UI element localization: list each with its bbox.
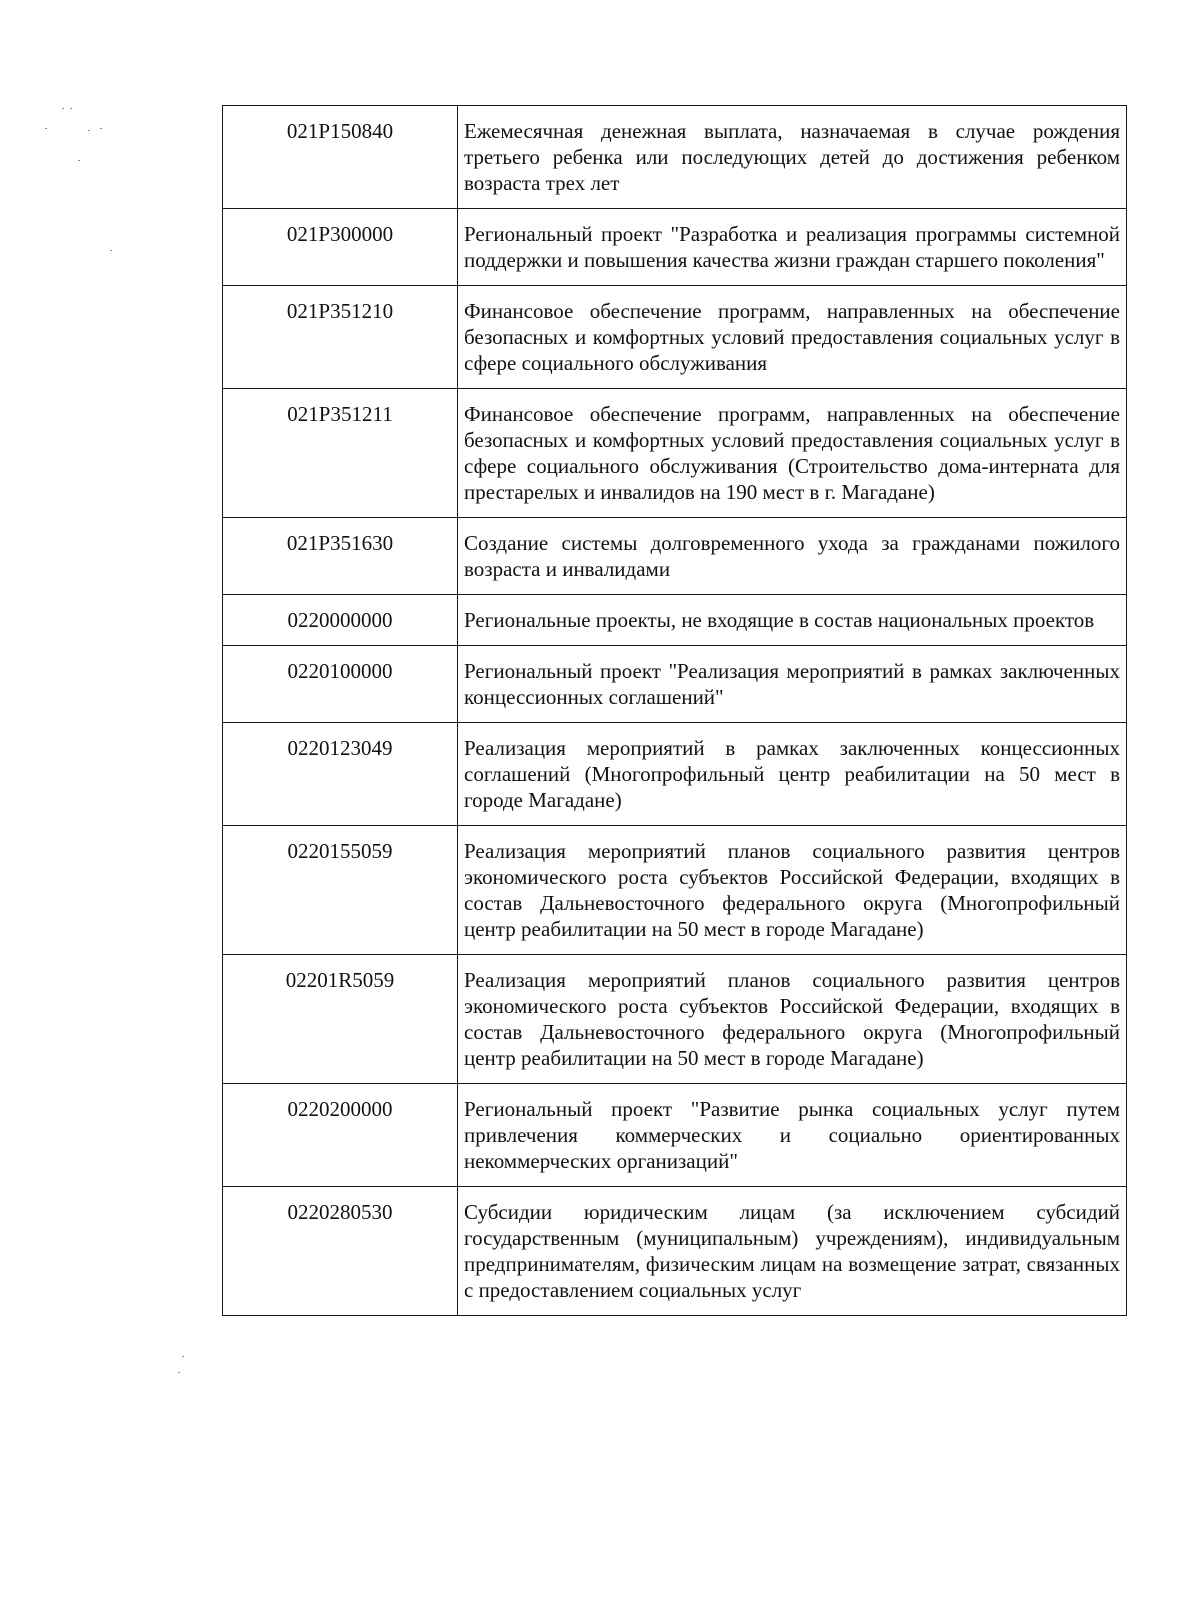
table-row <box>223 209 1127 286</box>
code-cell: 0220000000 <box>223 595 458 646</box>
description-cell: Региональный проект "Развитие рынка социальных услуг путем привлечения коммерческих и социально ориентированных некоммерческих организаций" <box>458 1084 1127 1187</box>
table-row <box>223 1084 1127 1187</box>
table-row <box>223 646 1127 723</box>
description-cell: Субсидии юридическим лицам (за исключением субсидий государственным (муниципальным) учреждениям), индивидуальным предпринимателям, физическим лицам на возмещение затрат, связанных с предоставлением социальных услуг <box>458 1187 1127 1316</box>
table-row <box>223 955 1127 1084</box>
code-cell: 0220155059 <box>223 826 458 955</box>
code-cell: 02201R5059 <box>223 955 458 1084</box>
code-cell: 0220100000 <box>223 646 458 723</box>
scan-speck <box>62 108 64 109</box>
code-cell: 0220200000 <box>223 1084 458 1187</box>
code-cell: 0220123049 <box>223 723 458 826</box>
description-cell: Региональный проект "Разработка и реализация программы системной поддержки и повышения качества жизни граждан старшего поколения" <box>458 209 1127 286</box>
table-row <box>223 595 1127 646</box>
code-cell: 021P300000 <box>223 209 458 286</box>
code-cell: 021P150840 <box>223 106 458 209</box>
description-cell: Реализация мероприятий планов социального развития центров экономического роста субъектов Российской Федерации, входящих в состав Дальневосточного федерального округа (Многопрофильный центр реабилитации на 50 мест в городе Магадане) <box>458 955 1127 1084</box>
table-row <box>223 723 1127 826</box>
code-cell: 021P351211 <box>223 389 458 518</box>
description-cell: Финансовое обеспечение программ, направленных на обеспечение безопасных и комфортных условий предоставления социальных услуг в сфере социального обслуживания (Строительство дома-интерната для престарелых и инвалидов на 190 мест в г. Магадане) <box>458 389 1127 518</box>
code-cell: 021P351210 <box>223 286 458 389</box>
table-row <box>223 518 1127 595</box>
table-row <box>223 1187 1127 1316</box>
scan-speck <box>70 108 72 109</box>
table-row <box>223 106 1127 209</box>
scan-speck <box>45 128 47 129</box>
budget-codes-table <box>222 105 1127 1316</box>
scan-speck <box>100 128 102 129</box>
description-cell: Региональные проекты, не входящие в состав национальных проектов <box>458 595 1127 646</box>
description-cell: Ежемесячная денежная выплата, назначаемая в случае рождения третьего ребенка или последующих детей до достижения ребенком возраста трех лет <box>458 106 1127 209</box>
scan-speck <box>78 160 80 161</box>
scan-speck <box>88 130 90 131</box>
scan-speck <box>110 250 112 251</box>
code-cell: 0220280530 <box>223 1187 458 1316</box>
description-cell: Создание системы долговременного ухода за гражданами пожилого возраста и инвалидами <box>458 518 1127 595</box>
description-cell: Реализация мероприятий планов социального развития центров экономического роста субъектов Российской Федерации, входящих в состав Дальневосточного федерального округа (Многопрофильный центр реабилитации на 50 мест в городе Магадане) <box>458 826 1127 955</box>
scan-speck <box>178 1372 180 1373</box>
code-cell: 021P351630 <box>223 518 458 595</box>
description-cell: Региональный проект "Реализация мероприятий в рамках заключенных концессионных соглашений" <box>458 646 1127 723</box>
table-row <box>223 286 1127 389</box>
table-row <box>223 826 1127 955</box>
table-row <box>223 389 1127 518</box>
description-cell: Реализация мероприятий в рамках заключенных концессионных соглашений (Многопрофильный центр реабилитации на 50 мест в городе Магадане) <box>458 723 1127 826</box>
scan-speck <box>182 1356 184 1357</box>
description-cell: Финансовое обеспечение программ, направленных на обеспечение безопасных и комфортных условий предоставления социальных услуг в сфере социального обслуживания <box>458 286 1127 389</box>
